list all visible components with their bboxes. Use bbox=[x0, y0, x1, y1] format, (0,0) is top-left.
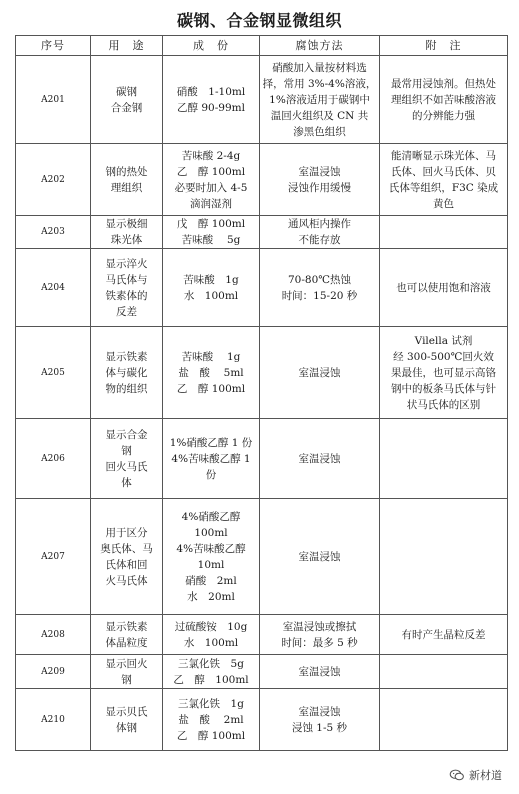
header-row bbox=[16, 36, 508, 56]
cell-composition bbox=[163, 327, 260, 419]
cell-line: 体 bbox=[121, 476, 132, 489]
cell-note bbox=[380, 216, 508, 249]
cell-use bbox=[91, 655, 163, 689]
cell-line: 氏体等组织，F3C 染成 bbox=[388, 181, 499, 194]
cell-line: 水 100ml bbox=[183, 636, 239, 649]
cell-line: 乙 醇 100ml bbox=[173, 673, 249, 686]
cell-index: A204 bbox=[16, 249, 91, 327]
cell-line: 硝酸 1-10ml bbox=[176, 85, 246, 98]
cell-etching-method bbox=[260, 499, 380, 615]
cell-line: 显示贝氏 bbox=[105, 705, 148, 718]
cell-composition bbox=[163, 216, 260, 249]
cell-line: 火马氏体 bbox=[105, 574, 148, 587]
cell-line: 4%硝酸乙醇 100ml bbox=[181, 510, 241, 539]
cell-line: 钢的热处 bbox=[105, 165, 148, 178]
cell-index: A205 bbox=[16, 327, 91, 419]
cell-line: 显示合金 bbox=[105, 428, 148, 441]
cell-line: 显示回火 bbox=[105, 657, 148, 670]
cell-line: 钢 bbox=[121, 444, 132, 457]
cell-line: 时间：15-20 秒 bbox=[281, 289, 358, 302]
cell-note bbox=[380, 419, 508, 499]
page-title: 碳钢、合金钢显微组织 bbox=[176, 11, 342, 30]
cell-line: Vilella 试剂 bbox=[414, 334, 473, 347]
table-row bbox=[16, 499, 508, 615]
cell-line: 浸蚀作用缓慢 bbox=[288, 181, 351, 194]
cell-etching-method bbox=[260, 419, 380, 499]
cell-line: 1%溶液适用于碳钢中 bbox=[269, 93, 370, 106]
cell-composition bbox=[163, 689, 260, 751]
column-header-index: 序号 bbox=[16, 36, 91, 56]
cell-line: 时间：最多 5 秒 bbox=[281, 636, 358, 649]
cell-line: 乙 醇 100ml bbox=[176, 729, 246, 742]
cell-line: 择，常用 3%-4%溶液， bbox=[262, 77, 377, 90]
cell-etching-method bbox=[260, 615, 380, 655]
column-header-note: 附 注 bbox=[380, 36, 508, 56]
cell-note bbox=[380, 655, 508, 689]
cell-line: 铁素体的 bbox=[105, 289, 148, 302]
cell-use bbox=[91, 249, 163, 327]
cell-line: 盐 酸 2ml bbox=[178, 713, 244, 726]
reagent-table bbox=[15, 35, 508, 751]
cell-line: 奥氏体、马 bbox=[100, 542, 153, 555]
cell-note bbox=[380, 499, 508, 615]
cell-composition bbox=[163, 615, 260, 655]
cell-line: 乙 醇 100ml bbox=[176, 165, 246, 178]
watermark bbox=[446, 766, 505, 784]
table-row bbox=[16, 144, 508, 216]
cell-line: 氏体和回 bbox=[105, 558, 148, 571]
cell-note bbox=[380, 689, 508, 751]
cell-line: 三氯化铁 5g bbox=[178, 657, 244, 670]
table-row bbox=[16, 249, 508, 327]
cell-line: 通风柜内操作 bbox=[288, 218, 351, 230]
cell-line: 马氏体与 bbox=[105, 273, 148, 286]
cell-line: 体钢 bbox=[116, 721, 137, 734]
cell-use bbox=[91, 216, 163, 249]
cell-line: 室温浸蚀 bbox=[298, 165, 341, 178]
cell-line: 温回火组织及 CN 共 bbox=[270, 109, 369, 122]
cell-line: 理组织不如苦味酸溶液 bbox=[391, 93, 496, 106]
cell-line: 回火马氏 bbox=[105, 460, 148, 473]
cell-line: 碳钢 bbox=[116, 85, 137, 98]
cell-line: 果最佳，也可显示高铬 bbox=[391, 366, 496, 379]
table-row bbox=[16, 655, 508, 689]
table-row bbox=[16, 419, 508, 499]
cell-use bbox=[91, 327, 163, 419]
cell-line: 苦味酸 5g bbox=[181, 234, 241, 246]
cell-line: 用于区分 bbox=[105, 526, 148, 539]
cell-line: 浸蚀 1-5 秒 bbox=[291, 721, 348, 734]
cell-use bbox=[91, 144, 163, 216]
cell-composition bbox=[163, 144, 260, 216]
cell-etching-method bbox=[260, 655, 380, 689]
wechat-icon bbox=[449, 769, 465, 781]
cell-index: A201 bbox=[16, 56, 91, 144]
cell-line: 三氯化铁 1g bbox=[178, 697, 244, 710]
cell-line: 硝酸加入量按材料选 bbox=[272, 61, 367, 74]
cell-line: 体与碳化 bbox=[105, 366, 148, 379]
cell-etching-method bbox=[260, 689, 380, 751]
cell-line: 室温浸蚀 bbox=[298, 366, 341, 379]
cell-note bbox=[380, 249, 508, 327]
cell-etching-method bbox=[260, 327, 380, 419]
cell-line: 苦味酸 2-4g bbox=[181, 149, 241, 162]
cell-composition bbox=[163, 499, 260, 615]
cell-etching-method bbox=[260, 56, 380, 144]
cell-line: 珠光体 bbox=[110, 234, 143, 246]
cell-index: A209 bbox=[16, 655, 91, 689]
cell-line: 70-80℃热蚀 bbox=[287, 273, 351, 286]
cell-line: 不能存放 bbox=[298, 234, 341, 246]
cell-index: A210 bbox=[16, 689, 91, 751]
cell-line: 室温浸蚀或擦拭 bbox=[282, 620, 357, 633]
cell-line: 体晶粒度 bbox=[105, 636, 148, 649]
cell-note bbox=[380, 327, 508, 419]
cell-line: 室温浸蚀 bbox=[298, 665, 341, 678]
cell-line: 能清晰显示珠光体、马 bbox=[391, 149, 496, 162]
cell-line: 的分辨能力强 bbox=[412, 109, 475, 122]
cell-line: 理组织 bbox=[110, 181, 143, 194]
cell-line: 水 100ml bbox=[183, 289, 239, 302]
cell-line: 钢 bbox=[121, 673, 132, 686]
cell-line: 有时产生晶粒反差 bbox=[401, 628, 486, 641]
cell-use bbox=[91, 419, 163, 499]
cell-note bbox=[380, 615, 508, 655]
cell-note bbox=[380, 144, 508, 216]
cell-line: 室温浸蚀 bbox=[298, 550, 341, 563]
cell-line: 必要时加入 4-5 bbox=[174, 181, 248, 194]
cell-line: 滴润湿剂 bbox=[190, 197, 232, 210]
cell-use bbox=[91, 499, 163, 615]
cell-index: A202 bbox=[16, 144, 91, 216]
table-row bbox=[16, 327, 508, 419]
cell-line: 也可以使用饱和溶液 bbox=[396, 281, 491, 294]
column-header-use: 用 途 bbox=[91, 36, 163, 56]
cell-index: A206 bbox=[16, 419, 91, 499]
cell-line: 氏体、回火马氏体、贝 bbox=[391, 165, 496, 178]
cell-line: 物的组织 bbox=[105, 382, 148, 395]
column-header-etching-method: 腐蚀方法 bbox=[260, 36, 380, 56]
cell-line: 显示铁素 bbox=[105, 350, 148, 363]
cell-line: 份 bbox=[205, 468, 217, 481]
table-row bbox=[16, 56, 508, 144]
cell-line: 黄色 bbox=[433, 197, 454, 210]
column-header-composition: 成 份 bbox=[163, 36, 260, 56]
cell-line: 显示铁素 bbox=[105, 620, 148, 633]
cell-line: 盐 酸 5ml bbox=[178, 366, 244, 379]
cell-line: 合金钢 bbox=[110, 101, 143, 114]
cell-composition bbox=[163, 419, 260, 499]
cell-line: 钢中的板条马氏体与针 bbox=[391, 382, 496, 395]
cell-line: 4%苦味酸乙醇 bbox=[176, 542, 246, 555]
cell-use bbox=[91, 56, 163, 144]
table-row bbox=[16, 615, 508, 655]
cell-line: 室温浸蚀 bbox=[298, 705, 341, 718]
cell-index: A208 bbox=[16, 615, 91, 655]
cell-index: A203 bbox=[16, 216, 91, 249]
cell-index: A207 bbox=[16, 499, 91, 615]
cell-use bbox=[91, 615, 163, 655]
cell-line: 硝酸 2ml bbox=[185, 574, 237, 587]
table-row bbox=[16, 216, 508, 249]
table-row bbox=[16, 689, 508, 751]
cell-note bbox=[380, 56, 508, 144]
cell-line: 水 20ml bbox=[187, 590, 235, 603]
cell-line: 反差 bbox=[116, 305, 137, 318]
cell-line: 戊 醇 100ml bbox=[176, 218, 246, 230]
watermark-text: 新材道 bbox=[469, 769, 502, 782]
cell-line: 10ml bbox=[197, 558, 225, 571]
cell-composition bbox=[163, 655, 260, 689]
cell-etching-method bbox=[260, 144, 380, 216]
cell-line: 1%硝酸乙醇 1 份 bbox=[169, 436, 253, 449]
cell-line: 乙醇 90-99ml bbox=[177, 101, 245, 114]
cell-composition bbox=[163, 56, 260, 144]
cell-etching-method bbox=[260, 249, 380, 327]
cell-line: 苦味酸 1g bbox=[181, 350, 241, 363]
cell-use bbox=[91, 689, 163, 751]
cell-line: 最常用浸蚀剂。但热处 bbox=[391, 77, 496, 90]
cell-line: 苦味酸 1g bbox=[183, 273, 239, 286]
cell-line: 经 300-500℃回火效 bbox=[393, 350, 494, 363]
cell-etching-method bbox=[260, 216, 380, 249]
cell-line: 渗黑色组织 bbox=[293, 125, 346, 138]
cell-line: 显示极细 bbox=[105, 218, 148, 230]
cell-line: 乙 醇 100ml bbox=[176, 382, 246, 395]
cell-line: 状马氏体的区别 bbox=[406, 398, 481, 411]
cell-line: 室温浸蚀 bbox=[298, 452, 341, 465]
cell-composition bbox=[163, 249, 260, 327]
cell-line: 4%苦味酸乙醇 1 bbox=[171, 452, 251, 465]
cell-line: 过硫酸铵 10g bbox=[174, 620, 248, 633]
cell-line: 显示淬火 bbox=[105, 257, 148, 270]
